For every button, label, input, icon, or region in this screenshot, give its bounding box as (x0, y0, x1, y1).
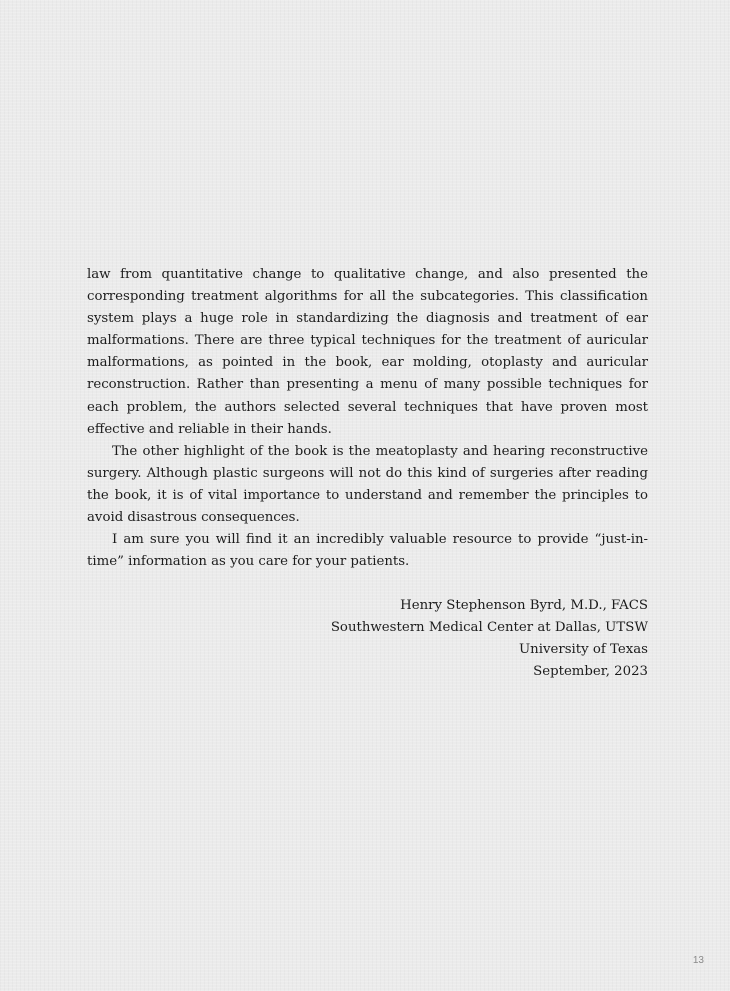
body-paragraph-1: law from quantitative change to qualitative change, and also presented the corresponding treatment algorithms for all the subcategories. This classification system plays a huge role in standardizing the diagnosis and treatment of ear malformations. There are three typical techniques for the treatment of auricular malformations, as pointed in the book, ear molding, otoplasty and auricular reconstruction. Rather than presenting a menu of many possible techniques for each problem, the authors selected several techniques that have proven most effective and reliable in their hands. (87, 267, 648, 437)
signature-institution: Southwestern Medical Center at Dallas, UTSW (330, 620, 648, 636)
body-paragraph-3: I am sure you will find it an incredibly valuable resource to provide “just-in-time” information as you care for your patients. (87, 532, 648, 570)
signature-university: University of Texas (518, 642, 648, 658)
signature-block (248, 595, 648, 683)
signature-date: September, 2023 (533, 664, 648, 680)
page-number: 13 (692, 955, 704, 966)
signature-name: Henry Stephenson Byrd, M.D., FACS (400, 598, 648, 613)
body-paragraph-2: The other highlight of the book is the meatoplasty and hearing reconstructive surgery. Although plastic surgeons will not do this kind of surgeries after reading the book, it is of vital importance to understand and remember the principles to avoid disastrous consequences. (87, 443, 648, 526)
foreword-body (87, 264, 648, 573)
